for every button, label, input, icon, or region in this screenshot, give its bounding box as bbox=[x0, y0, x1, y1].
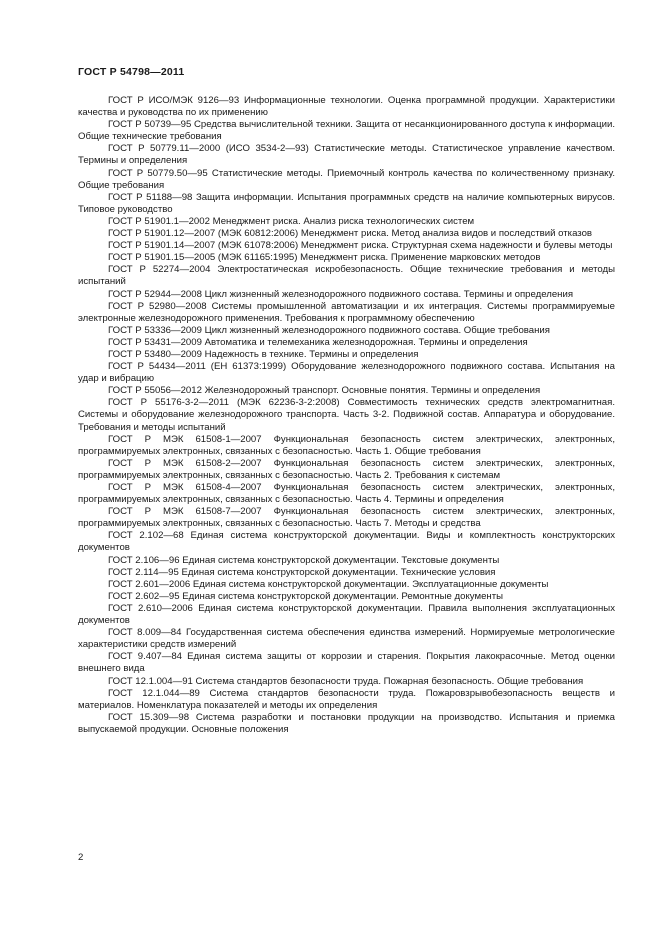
reference-item: ГОСТ 2.102—68 Единая система конструкторской документации. Виды и комплектность конструкторских документов bbox=[78, 530, 615, 554]
reference-item: ГОСТ Р 52980—2008 Системы промышленной автоматизации и их интеграция. Системы программируемые электронные железнодорожного применения. Требования к программному обеспечению bbox=[78, 300, 615, 324]
page-number: 2 bbox=[78, 852, 84, 863]
reference-item: ГОСТ Р 51901.15—2005 (МЭК 61165:1995) Менеджмент риска. Применение марковских методов bbox=[108, 252, 541, 264]
reference-item: ГОСТ Р МЭК 61508-4—2007 Функциональная безопасность систем электрических, электронных, программируемых электронных, связанных с безопасностью. Часть 4. Термины и определения bbox=[78, 482, 615, 506]
reference-item: ГОСТ Р ИСО/МЭК 9126—93 Информационные технологии. Оценка программной продукции. Характеристики качества и руководства по их применению bbox=[78, 95, 615, 119]
reference-item: ГОСТ Р 52944—2008 Цикл жизненный железнодорожного подвижного состава. Термины и определения bbox=[108, 288, 574, 300]
reference-item: ГОСТ Р МЭК 61508-1—2007 Функциональная безопасность систем электрических, электронных, программируемых электронных, связанных с безопасностью. Часть 1. Общие требования bbox=[78, 433, 615, 457]
reference-item: ГОСТ Р 52274—2004 Электростатическая искробезопасность. Общие технические требования и методы испытаний bbox=[78, 264, 615, 288]
reference-item: ГОСТ 15.309—98 Система разработки и постановки продукции на производство. Испытания и приемка выпускаемой продукции. Основные положения bbox=[78, 711, 615, 735]
reference-item: ГОСТ Р 51901.1—2002 Менеджмент риска. Анализ риска технологических систем bbox=[108, 215, 475, 227]
reference-item: ГОСТ Р МЭК 61508-2—2007 Функциональная безопасность систем электрических, электронных, программируемых электронных, связанных с безопасностью. Часть 2. Требования к системам bbox=[78, 457, 615, 481]
reference-item: ГОСТ Р 53431—2009 Автоматика и телемеханика железнодорожная. Термины и определения bbox=[108, 336, 528, 348]
reference-item: ГОСТ Р 54434—2011 (ЕН 61373:1999) Оборудование железнодорожного подвижного состава. Испытания на удар и вибрацию bbox=[78, 361, 615, 385]
reference-item: ГОСТ 2.610—2006 Единая система конструкторской документации. Правила выполнения эксплуатационных документов bbox=[78, 602, 615, 627]
reference-item: ГОСТ 9.407—84 Единая система защиты от коррозии и старения. Покрытия лакокрасочные. Метод оценки внешнего вида bbox=[78, 651, 615, 675]
reference-item: ГОСТ 12.1.004—91 Система стандартов безопасности труда. Пожарная безопасность. Общие требования bbox=[108, 675, 584, 687]
reference-item: ГОСТ 2.114—95 Единая система конструкторской документации. Технические условия bbox=[108, 566, 496, 578]
reference-item: ГОСТ Р 50779.11—2000 (ИСО 3534-2—93) Статистические методы. Статистическое управление качеством. Термины и определения bbox=[78, 143, 615, 167]
document-header: ГОСТ Р 54798—2011 bbox=[78, 66, 185, 78]
reference-item: ГОСТ Р 55056—2012 Железнодорожный транспорт. Основные понятия. Термины и определения bbox=[108, 385, 541, 397]
reference-item: ГОСТ Р 50739—95 Средства вычислительной техники. Защита от несанкционированного доступа к информации. Общие технические требования bbox=[78, 119, 615, 143]
reference-item: ГОСТ 12.1.044—89 Система стандартов безопасности труда. Пожаровзрывобезопасность веществ и материалов. Номенклатура показателей и методы их определения bbox=[78, 687, 615, 711]
reference-item: ГОСТ Р 55176-3-2—2011 (МЭК 62236-3-2:2008) Совместимость технических средств электромагнитная. Системы и оборудование железнодорожного транспорта. Часть 3-2. Подвижной состав. Аппаратура и оборудование. Требования и методы испытаний bbox=[78, 397, 615, 433]
reference-item: ГОСТ 2.106—96 Единая система конструкторской документации. Текстовые документы bbox=[108, 554, 500, 566]
reference-item: ГОСТ Р МЭК 61508-7—2007 Функциональная безопасность систем электрических, электронных, программируемых электронных, связанных с безопасностью. Часть 7. Методы и средства bbox=[78, 506, 615, 530]
reference-item: ГОСТ 2.601—2006 Единая система конструкторской документации. Эксплуатационные документы bbox=[108, 578, 549, 590]
reference-item: ГОСТ Р 53480—2009 Надежность в технике. Термины и определения bbox=[108, 348, 419, 360]
reference-item: ГОСТ 2.602—95 Единая система конструкторской документации. Ремонтные документы bbox=[108, 590, 503, 602]
reference-item: ГОСТ Р 53336—2009 Цикл жизненный железнодорожного подвижного состава. Общие требования bbox=[108, 324, 550, 336]
reference-item: ГОСТ Р 51901.12—2007 (МЭК 60812:2006) Менеджмент риска. Метод анализа видов и последствий отказов bbox=[108, 228, 593, 240]
reference-item: ГОСТ Р 51901.14—2007 (МЭК 61078:2006) Менеджмент риска. Структурная схема надежности и булевы методы bbox=[108, 240, 613, 252]
normative-references-list bbox=[78, 95, 615, 736]
reference-item: ГОСТ Р 50779.50—95 Статистические методы. Приемочный контроль качества по количественному признаку. Общие требования bbox=[78, 167, 615, 191]
reference-item: ГОСТ Р 51188—98 Защита информации. Испытания программных средств на наличие компьютерных вирусов. Типовое руководство bbox=[78, 191, 615, 215]
reference-item: ГОСТ 8.009—84 Государственная система обеспечения единства измерений. Нормируемые метрологические характеристики средств измерений bbox=[78, 627, 615, 651]
